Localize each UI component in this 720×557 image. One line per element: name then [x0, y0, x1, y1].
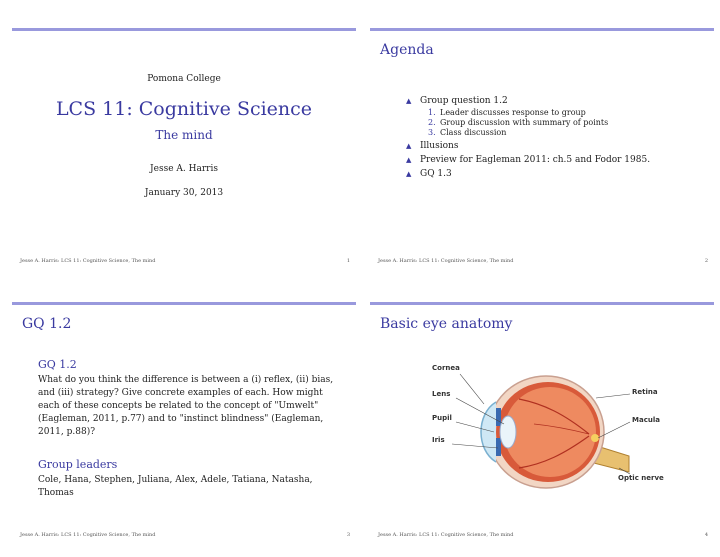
- triangle-bullet-icon: ▲: [406, 142, 412, 150]
- list-item: [394, 169, 704, 179]
- pupil-label: Pupil: [432, 414, 452, 422]
- iris-label: Iris: [432, 436, 445, 444]
- list-item-label: Preview for Eagleman 2011: ch.5 and Fodor 1985.: [420, 155, 651, 165]
- slide-gq: [12, 292, 356, 554]
- agenda-list: [394, 96, 704, 183]
- slide-footer: [20, 532, 350, 538]
- sub-item-label: Class discussion: [440, 128, 507, 137]
- sub-list-item: [420, 128, 704, 137]
- question-block: [38, 358, 338, 439]
- block-body: Cole, Hana, Stephen, Juliana, Alex, Adele, Tatiana, Natasha, Thomas: [38, 475, 313, 498]
- leaders-block: [38, 458, 338, 500]
- sub-list: [420, 108, 704, 137]
- eye-diagram: [424, 364, 674, 504]
- list-item-label: GQ 1.3: [420, 169, 452, 179]
- frame-title: Agenda: [380, 42, 434, 58]
- triangle-bullet-icon: ▲: [406, 97, 412, 105]
- page-number: 3: [346, 532, 350, 538]
- sub-list-item: [420, 118, 704, 127]
- retina-label: Retina: [632, 388, 658, 396]
- page-number: 2: [704, 258, 708, 264]
- block-body: What do you think the difference is between a (i) reflex, (ii) bias, and (iii) strategy? Give concrete examples of each. How might each of these concepts be related to the concept of "Umwelt" (Eagleman, 2011, p.77) and to "instinct blindness" (Eagleman, 2011, p.88)?: [38, 375, 334, 437]
- block-title: GQ 1.2: [38, 358, 77, 371]
- item-number: 3.: [428, 128, 436, 137]
- slide-agenda: [370, 18, 714, 280]
- eye-illustration: [424, 364, 674, 504]
- block-title: Group leaders: [38, 458, 118, 471]
- sub-list-item: [420, 108, 704, 117]
- item-number: 2.: [428, 118, 436, 127]
- presentation-title: LCS 11: Cognitive Science: [55, 98, 313, 120]
- list-item-label: Group question 1.2: [420, 96, 508, 106]
- lens-label: Lens: [432, 390, 451, 398]
- footer-text: Jesse A. Harris: LCS 11: Cognitive Science, The mind: [378, 258, 514, 264]
- list-item: [394, 141, 704, 151]
- slide-top-bar: [370, 28, 714, 31]
- cornea-label: Cornea: [432, 364, 460, 372]
- slide-top-bar: [370, 302, 714, 305]
- author: Jesse A. Harris: [150, 164, 218, 174]
- date: January 30, 2013: [144, 188, 224, 198]
- slide-title: [12, 18, 356, 280]
- page-number: 4: [704, 532, 708, 538]
- page-number: 1: [346, 258, 350, 264]
- triangle-bullet-icon: ▲: [406, 170, 412, 178]
- slide-eye-anatomy: [370, 292, 714, 554]
- footer-text: Jesse A. Harris: LCS 11: Cognitive Science, The mind: [20, 532, 156, 538]
- footer-text: Jesse A. Harris: LCS 11: Cognitive Science, The mind: [20, 258, 156, 264]
- frame-title: GQ 1.2: [22, 316, 72, 332]
- list-item: [394, 96, 704, 137]
- frame-title: Basic eye anatomy: [380, 316, 513, 332]
- optic-nerve-label: Optic nerve: [618, 474, 664, 482]
- slide-footer: [378, 258, 708, 264]
- presentation-subtitle: The mind: [155, 128, 213, 142]
- sub-item-label: Leader discusses response to group: [440, 108, 586, 117]
- list-item: [394, 155, 704, 165]
- list-item-label: Illusions: [420, 141, 459, 151]
- slide-top-bar: [12, 302, 356, 305]
- slide-footer: [20, 258, 350, 264]
- institution: Pomona College: [147, 74, 221, 84]
- slide-footer: [378, 532, 708, 538]
- macula-label: Macula: [632, 416, 660, 424]
- triangle-bullet-icon: ▲: [406, 156, 412, 164]
- footer-text: Jesse A. Harris: LCS 11: Cognitive Science, The mind: [378, 532, 514, 538]
- item-number: 1.: [428, 108, 436, 117]
- sub-item-label: Group discussion with summary of points: [440, 118, 609, 127]
- slide-top-bar: [12, 28, 356, 31]
